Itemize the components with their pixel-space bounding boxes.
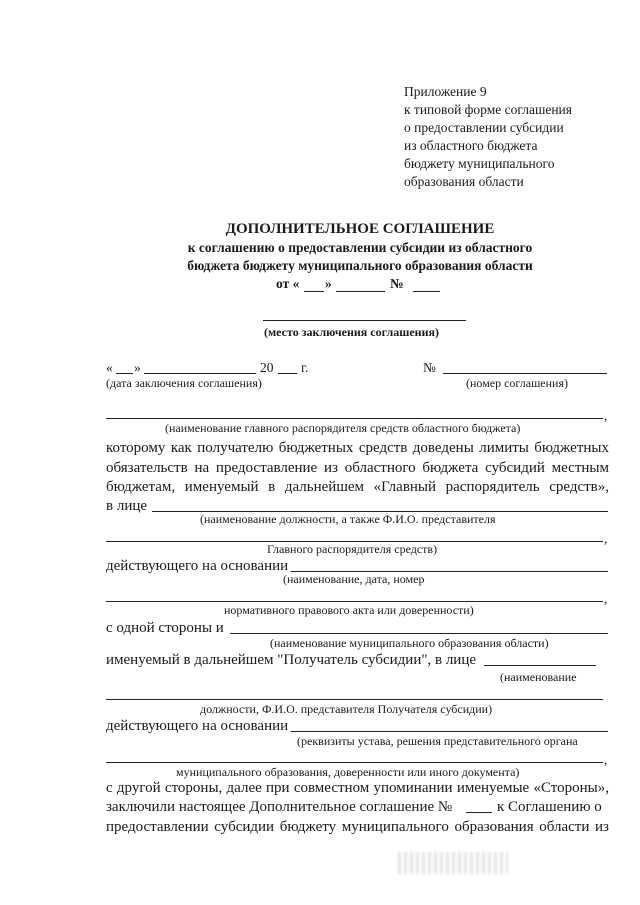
appendix-line: Приложение 9 [404, 84, 487, 99]
date-caption: (дата заключения соглашения) [106, 376, 262, 390]
appendix-line: образования области [404, 174, 524, 189]
recipient-position-blank [106, 699, 603, 700]
comma: , [604, 408, 608, 423]
charter-blank [291, 731, 608, 732]
number-caption: (номер соглашения) [466, 376, 568, 390]
year-prefix: 20 [260, 360, 274, 375]
one-side-label: с одной стороны и [106, 620, 224, 636]
paragraph-line: которому как получателю бюджетных средств доведены лимиты бюджетных [106, 440, 609, 456]
appendix-line: бюджету муниципального [404, 156, 555, 171]
municipality-caption: (наименование муниципального образования области) [270, 636, 549, 650]
month-blank [336, 291, 385, 292]
comma: , [604, 531, 608, 546]
agreement-number-sign: № [423, 360, 436, 375]
date-close: » [325, 276, 332, 291]
paragraph-line: с другой стороны, далее при совместном упоминании именуемые «Стороны», [106, 780, 609, 796]
month-blank [144, 373, 256, 374]
year-blank [278, 373, 297, 374]
appendix-line: о предоставлении субсидии [404, 120, 564, 135]
place-caption: (место заключения соглашения) [264, 325, 439, 339]
normative-act-blank [106, 601, 603, 602]
to-agreement-text: к Соглашению о [497, 799, 602, 815]
day-blank [116, 373, 133, 374]
additional-agreement-number-blank [466, 812, 492, 813]
document-subtitle-2: бюджета бюджету муниципального образования области [187, 258, 533, 273]
position-caption: (наименование должности, а также Ф.И.О. представителя [200, 512, 496, 526]
municipality-doc-blank [106, 762, 603, 763]
document-title: ДОПОЛНИТЕЛЬНОЕ СОГЛАШЕНИЕ [225, 221, 495, 237]
comma: , [604, 591, 608, 606]
date-open-quote: « [106, 360, 113, 375]
normative-act-caption: нормативного правового акта или доверенности) [224, 603, 474, 617]
municipality-blank [230, 633, 608, 634]
number-blank [413, 291, 440, 292]
recipient-blank [484, 665, 596, 666]
place-blank [263, 320, 466, 321]
year-suffix: г. [301, 360, 309, 375]
recipient-line: именуемый в дальнейшем "Получатель субсидии", в лице [106, 652, 477, 668]
basis-caption: (наименование, дата, номер [283, 572, 425, 586]
day-blank [304, 291, 324, 292]
paragraph-line: предоставлении субсидии бюджету муниципального образования области из [106, 819, 609, 835]
date-open: от « [276, 276, 300, 291]
main-manager-caption: (наименование главного распорядителя средств областного бюджета) [165, 421, 521, 435]
appendix-line: из областного бюджета [404, 138, 538, 153]
main-manager-caption-2: Главного распорядителя средств) [267, 542, 438, 556]
acting-basis-label-2: действующего на основании [106, 718, 289, 734]
faded-stamp [398, 852, 508, 874]
additional-agreement-text: заключили настоящее Дополнительное соглашение № [106, 799, 453, 815]
agreement-number-blank [443, 373, 607, 374]
recipient-position-caption: должности, Ф.И.О. представителя Получателя субсидии) [200, 702, 493, 716]
document-subtitle-1: к соглашению о предоставлении субсидии из областного [187, 240, 533, 255]
appendix-line: к типовой форме соглашения [404, 102, 572, 117]
paragraph-line: бюджетам, именуемый в дальнейшем «Главный распорядитель средств», [106, 479, 609, 495]
municipality-doc-caption: муниципального образования, доверенности или иного документа) [176, 765, 520, 779]
comma: , [604, 752, 608, 767]
acting-basis-label: действующего на основании [106, 558, 289, 574]
paragraph-line: обязательств на предоставление из областного бюджета субсидий местным [106, 460, 609, 476]
date-close-quote: » [134, 360, 141, 375]
charter-caption: (реквизиты устава, решения представительного органа [297, 734, 578, 748]
main-manager-blank [106, 418, 603, 419]
number-sign: № [390, 276, 404, 291]
in-person-label: в лице [106, 498, 148, 514]
naming-caption: (наименование [500, 670, 577, 684]
